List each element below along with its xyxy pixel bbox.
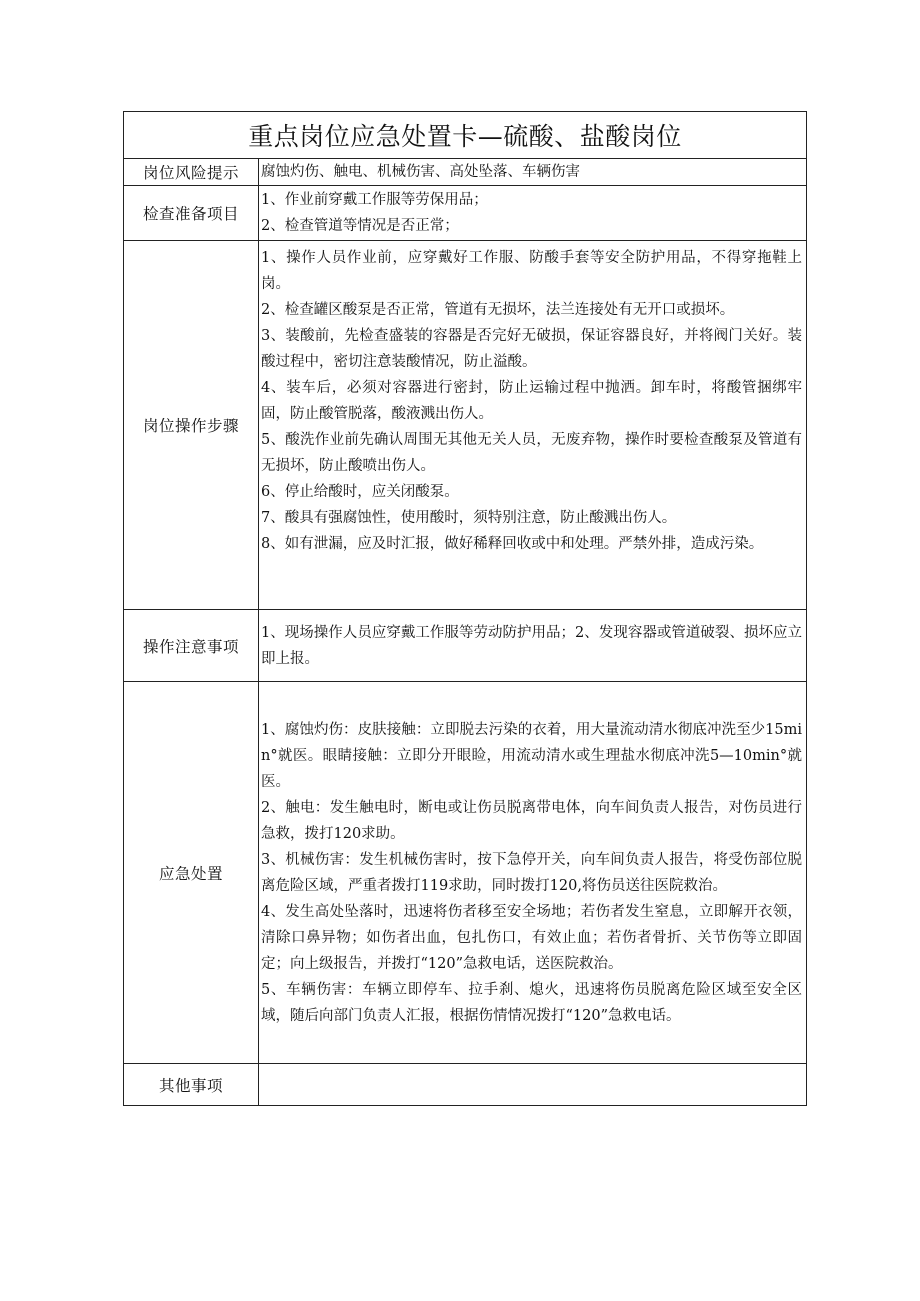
emergency-item: 4、发生高处坠落时，迅速将伤者移至安全场地；若伤者发生窒息，立即解开衣领，清除口鼻异物；如伤者出血，包扎伤口，有效止血；若伤者骨折、关节伤等立即固定；向上级报告，并拨打“120”急救电话，送医院救治。 — [261, 903, 803, 972]
emergency-row — [124, 682, 807, 1064]
emergency-item: 1、腐蚀灼伤：皮肤接触：立即脱去污染的衣着，用大量流动清水彻底冲洗至少15min°就医。眼睛接触：立即分开眼睑，用流动清水或生理盐水彻底冲洗5—10min°就医。 — [261, 721, 803, 790]
check-item: 2、检查管道等情况是否正常； — [261, 218, 459, 234]
notes-row — [124, 610, 807, 682]
notes-text: 1、现场操作人员应穿戴工作服等劳动防护用品；2、发现容器或管道破裂、损坏应立即上报。 — [259, 610, 807, 682]
emergency-label: 应急处置 — [124, 682, 259, 1064]
operation-content — [259, 241, 807, 610]
card-title: 重点岗位应急处置卡—硫酸、盐酸岗位 — [124, 112, 807, 159]
check-row — [124, 186, 807, 241]
notes-label: 操作注意事项 — [124, 610, 259, 682]
operation-step: 1、操作人员作业前，应穿戴好工作服、防酸手套等安全防护用品，不得穿拖鞋上岗。 — [261, 250, 803, 292]
check-label: 检查准备项目 — [124, 186, 259, 241]
emergency-item: 3、机械伤害：发生机械伤害时，按下急停开关，向车间负责人报告，将受伤部位脱离危险区域，严重者拨打119求助，同时拨打120,将伤员送往医院救治。 — [261, 851, 803, 894]
emergency-item: 2、触电：发生触电时，断电或让伤员脱离带电体，向车间负责人报告，对伤员进行急救，拨打120求助。 — [261, 799, 803, 842]
risk-text: 腐蚀灼伤、触电、机械伤害、高处坠落、车辆伤害 — [259, 159, 807, 186]
operation-step: 4、装车后，必须对容器进行密封，防止运输过程中抛洒。卸车时，将酸管捆绑牢固，防止酸管脱落，酸液溅出伤人。 — [261, 380, 803, 422]
other-content — [259, 1064, 807, 1106]
emergency-content — [259, 682, 807, 1064]
operation-label: 岗位操作步骤 — [124, 241, 259, 610]
title-row — [124, 112, 807, 159]
operation-step: 6、停止给酸时，应关闭酸泵。 — [261, 484, 459, 500]
check-item: 1、作业前穿戴工作服等劳保用品； — [261, 192, 488, 208]
other-row — [124, 1064, 807, 1106]
operation-step: 5、酸洗作业前先确认周围无其他无关人员，无废弃物，操作时要检查酸泵及管道有无损坏，防止酸喷出伤人。 — [261, 432, 803, 474]
check-content — [259, 186, 807, 241]
operation-step: 2、检查罐区酸泵是否正常，管道有无损坏，法兰连接处有无开口或损坏。 — [261, 302, 735, 318]
other-label: 其他事项 — [124, 1064, 259, 1106]
risk-row — [124, 159, 807, 186]
emergency-card-table — [123, 111, 807, 1106]
risk-label: 岗位风险提示 — [124, 159, 259, 186]
operation-step: 7、酸具有强腐蚀性，使用酸时，须特别注意，防止酸溅出伤人。 — [261, 510, 677, 526]
operation-step: 8、如有泄漏，应及时汇报，做好稀释回收或中和处理。严禁外排，造成污染。 — [261, 536, 764, 552]
emergency-item: 5、车辆伤害：车辆立即停车、拉手刹、熄火，迅速将伤员脱离危险区域至安全区域，随后向部门负责人汇报，根据伤情情况拨打“120”急救电话。 — [261, 981, 803, 1024]
operation-step: 3、装酸前，先检查盛装的容器是否完好无破损，保证容器良好，并将阀门关好。装酸过程中，密切注意装酸情况，防止溢酸。 — [261, 328, 803, 370]
operation-row — [124, 241, 807, 610]
